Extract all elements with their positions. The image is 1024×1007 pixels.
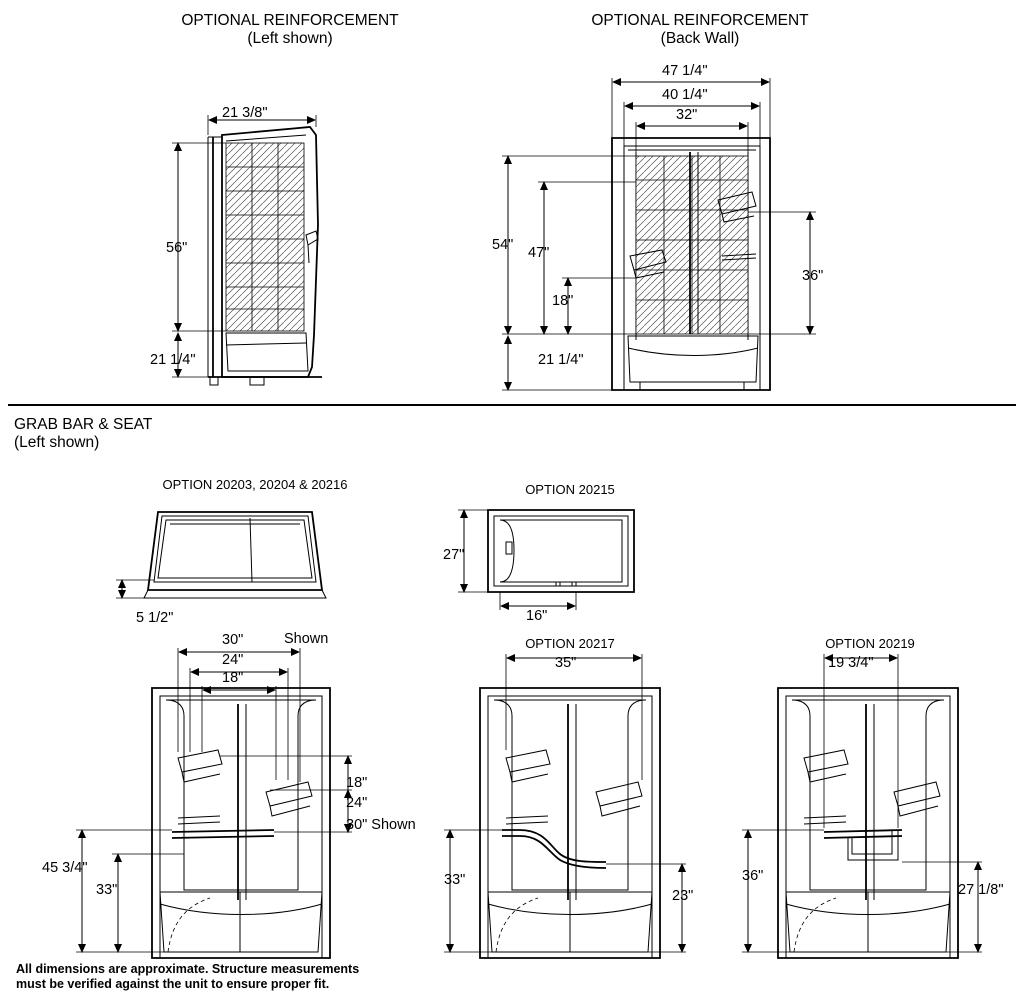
footnote-line-2: must be verified against the unit to ensure proper fit. xyxy=(16,977,330,991)
dim-20219-width-19: 19 3/4" xyxy=(828,655,874,671)
dim-20217-width-35: 35" xyxy=(555,655,577,671)
drawing-20203-top xyxy=(100,498,360,618)
footnote xyxy=(16,962,359,992)
footnote-line-1: All dimensions are approximate. Structure measurements xyxy=(16,962,360,976)
dim-20215-width-16: 16" xyxy=(526,608,548,624)
section-title-reinforcement-back xyxy=(510,12,890,48)
dim-left-height-base: 21 1/4" xyxy=(150,352,196,368)
dim-20203-height-33: 33" xyxy=(96,882,118,898)
dim-left-width-top: 21 3/8" xyxy=(222,105,268,121)
dim-back-width-inner: 32" xyxy=(676,107,698,123)
drawing-20219-front xyxy=(720,640,1020,970)
dim-back-height-36: 36" xyxy=(802,268,824,284)
drawing-20215-top xyxy=(440,498,670,618)
dim-back-height-18: 18" xyxy=(552,293,574,309)
dim-20219-height-27: 27 1/8" xyxy=(958,882,1004,898)
dim-20203-bar-30: 30" xyxy=(222,632,244,648)
dim-20203-height-24: 24" xyxy=(346,795,368,811)
dim-back-height-54: 54" xyxy=(492,237,514,253)
subtitle-text: (Left shown) xyxy=(247,30,333,47)
dim-left-height-56: 56" xyxy=(166,240,188,256)
section-divider xyxy=(8,404,1016,406)
dim-20203-bar-18: 18" xyxy=(222,670,244,686)
option-label-20219: OPTION 20219 xyxy=(825,636,915,651)
title-text: OPTIONAL REINFORCEMENT xyxy=(591,12,809,29)
subtitle-text: (Left shown) xyxy=(14,434,100,451)
section-title-grab-bar-seat xyxy=(14,416,152,452)
dim-20203-height-18: 18" xyxy=(346,775,368,791)
drawing-20217-front xyxy=(420,640,750,970)
dim-20203-seat-depth: 5 1/2" xyxy=(136,610,174,626)
option-label-20215: OPTION 20215 xyxy=(525,482,615,497)
dim-20203-height-45: 45 3/4" xyxy=(42,860,88,876)
dim-20219-height-36: 36" xyxy=(742,868,764,884)
dim-back-height-base: 21 1/4" xyxy=(538,352,584,368)
dim-20203-height-30-shown: 30" Shown xyxy=(346,817,416,833)
option-label-20217: OPTION 20217 xyxy=(525,636,615,651)
title-text: OPTIONAL REINFORCEMENT xyxy=(181,12,399,29)
dim-20217-height-33: 33" xyxy=(444,872,466,888)
option-label-20203: OPTION 20203, 20204 & 20216 xyxy=(162,477,348,492)
dim-20203-bar-24: 24" xyxy=(222,652,244,668)
title-text: GRAB BAR & SEAT xyxy=(14,416,153,433)
dim-20203-bar-30-shown: Shown xyxy=(284,631,329,647)
drawing-20203-front xyxy=(60,640,460,970)
subtitle-text: (Back Wall) xyxy=(660,30,740,47)
dim-back-width-outer: 47 1/4" xyxy=(662,63,708,79)
dim-20217-height-23: 23" xyxy=(672,888,694,904)
dim-back-width-middle: 40 1/4" xyxy=(662,87,708,103)
dim-back-height-47: 47" xyxy=(528,245,550,261)
section-title-reinforcement-left xyxy=(100,12,480,48)
dim-20215-height-27: 27" xyxy=(443,547,465,563)
